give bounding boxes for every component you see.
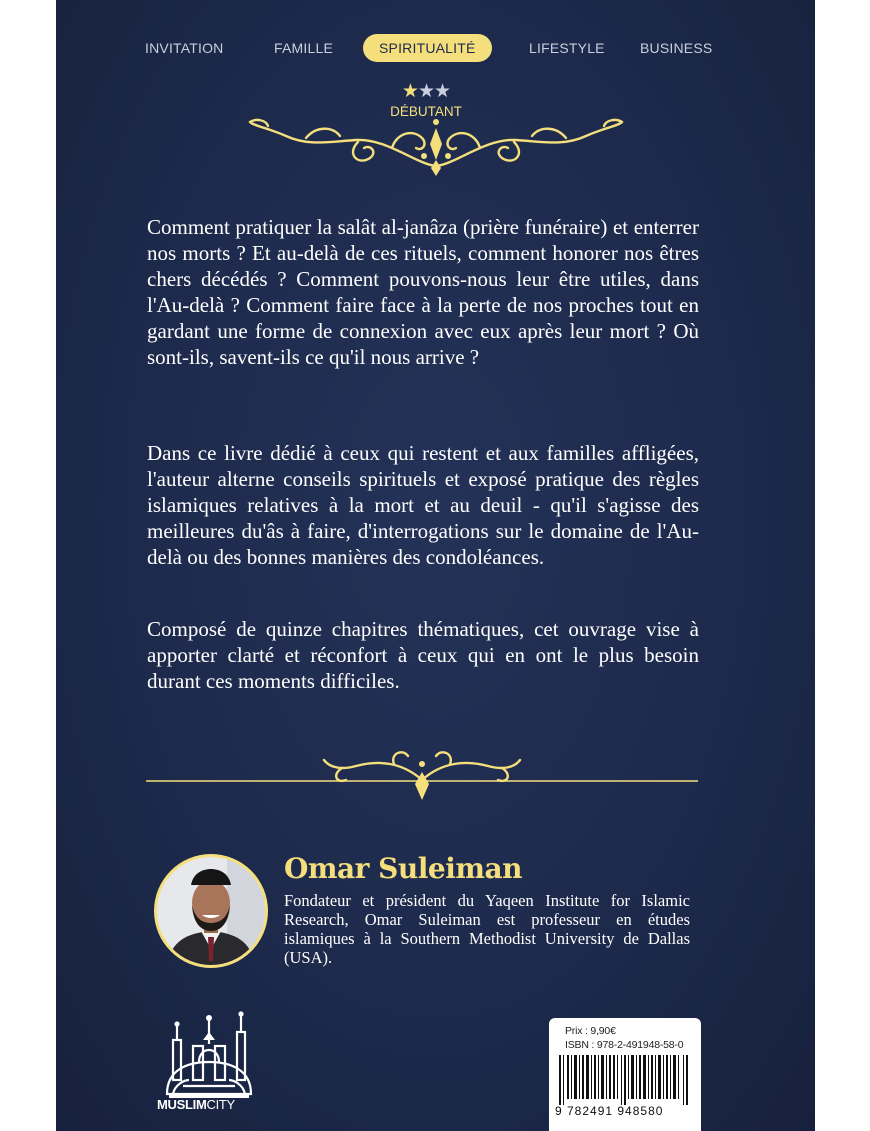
category-business[interactable]: BUSINESS	[640, 40, 713, 56]
category-spiritualite[interactable]: SPIRITUALITÉ	[363, 34, 492, 62]
barcode-panel	[549, 1018, 701, 1131]
publisher-name-bold: MUSLIM	[157, 1097, 207, 1112]
barcode-icon	[559, 1055, 691, 1105]
category-lifestyle[interactable]: LIFESTYLE	[529, 40, 605, 56]
description-paragraph-1: Comment pratiquer la salât al-janâza (prière funéraire) et enterrer nos morts ? Et au-delà de ces rituels, comment honorer nos êtres chers décédés ? Comment pouvons-nous leur être utiles, dans l'Au-delà ? Comment faire face à la perte de nos proches tout en gardant une forme de connexion avec eux après leur mort ? Où sont-ils, savent-ils ce qu'il nous arrive ?	[147, 215, 699, 369]
description-paragraph-3: Composé de quinze chapitres thématiques, cet ouvrage vise à apporter clarté et réconfort à ceux qui en ont le plus besoin durant ces moments difficiles.	[147, 617, 699, 693]
star-empty-icon: ★	[417, 80, 435, 102]
publisher-name-light: CITY	[206, 1097, 235, 1112]
category-invitation[interactable]: INVITATION	[145, 40, 224, 56]
author-photo	[154, 854, 268, 968]
author-name: Omar Suleiman	[284, 852, 522, 885]
category-nav	[56, 34, 815, 62]
star-empty-icon: ★	[434, 80, 451, 102]
barcode-digits: 9 782491 948580	[555, 1104, 664, 1118]
ornament-top-icon	[246, 108, 626, 178]
ornament-divider-icon	[146, 744, 698, 804]
price-label: Prix : 9,90€	[565, 1025, 616, 1037]
publisher-name	[157, 1097, 235, 1112]
author-bio: Fondateur et président du Yaqeen Institute for Islamic Research, Omar Suleiman est professeur en études islamiques à la Southern Methodist University de Dallas (USA).	[284, 891, 690, 967]
category-famille[interactable]: FAMILLE	[274, 40, 333, 56]
level-rating	[396, 80, 456, 102]
isbn-label: ISBN : 978-2-491948-58-0	[565, 1039, 684, 1051]
book-back-cover	[56, 0, 815, 1131]
star-filled-icon: ★	[401, 80, 418, 102]
description-paragraph-2: Dans ce livre dédié à ceux qui restent et aux familles affligées, l'auteur alterne conseils spirituels et exposé pratique des règles islamiques relatives à la mort et au deuil - qu'il s'agisse des meilleures du'âs à faire, d'interrogations sur le domaine de l'Au-delà ou des bonnes manières des condoléances.	[147, 441, 699, 569]
level-label: DÉBUTANT	[390, 104, 462, 119]
